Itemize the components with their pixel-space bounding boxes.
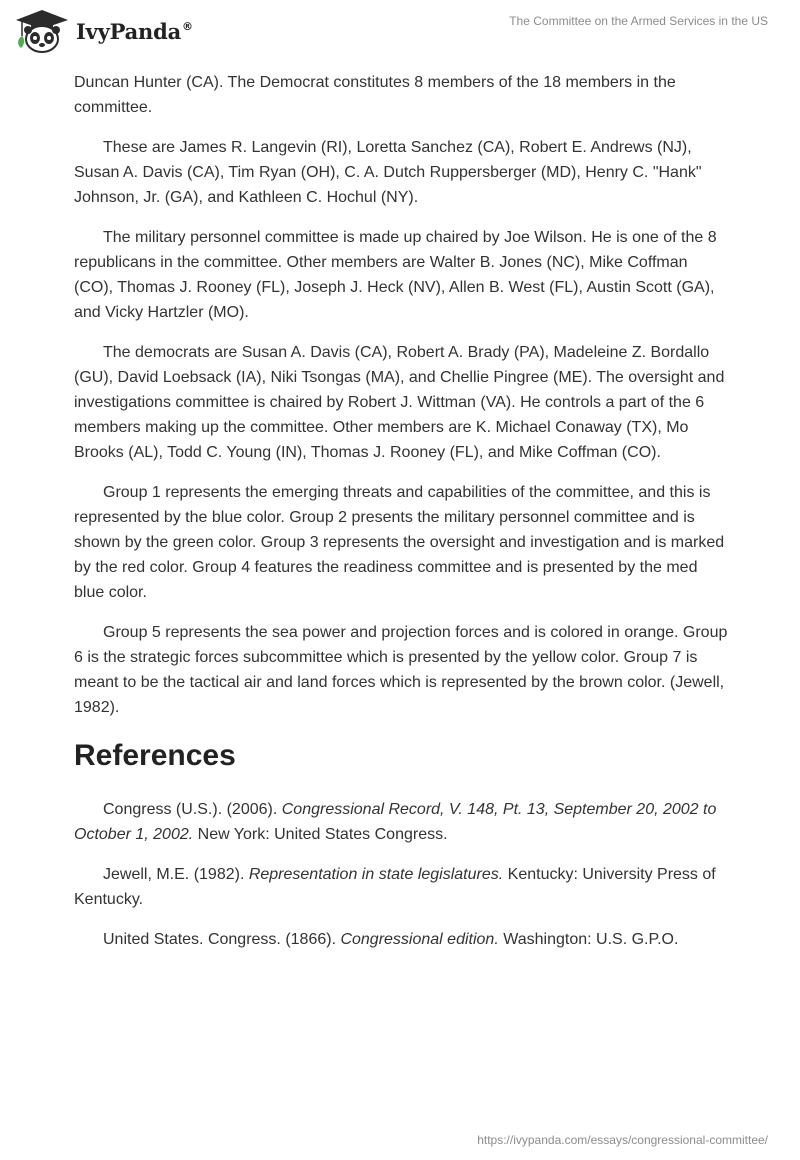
source-url-link[interactable]: https://ivypanda.com/essays/congressional-committee/: [477, 1133, 768, 1147]
ivypanda-logo[interactable]: [14, 8, 193, 54]
reference-entry: United States. Congress. (1866). Congressional edition. Washington: U.S. G.P.O.: [103, 931, 679, 948]
essay-body: [74, 70, 729, 967]
page-header: [0, 0, 800, 60]
reference-title: Congressional edition.: [340, 931, 499, 948]
paragraph: The democrats are Susan A. Davis (CA), Robert A. Brady (PA), Madeleine Z. Bordallo (GU), David Loebsack (IA), Niki Tsongas (MA), and Chellie Pingree (ME). The oversight and investigations committee is chaired by Robert J. Wittman (VA). He controls a part of the 6 members making up the committee. Other members are K. Michael Conaway (TX), Mo Brooks (AL), Todd C. Young (IN), Thomas J. Rooney (FL), and Mike Coffman (CO).: [74, 344, 725, 461]
reference-title: Representation in state legislatures.: [248, 866, 504, 883]
paragraph: These are James R. Langevin (RI), Loretta Sanchez (CA), Robert E. Andrews (NJ), Susan A. Davis (CA), Tim Ryan (OH), C. A. Dutch Ruppersberger (MD), Henry C. "Hank" Johnson, Jr. (GA), and Kathleen C. Hochul (NY).: [74, 139, 702, 206]
paragraph: Duncan Hunter (CA). The Democrat constitutes 8 members of the 18 members in the committee.: [74, 74, 676, 116]
reference-title: Congressional Record, V. 148, Pt. 13, September 20, 2002 to October 1, 2002.: [74, 801, 717, 843]
brand-name: IvyPanda®: [76, 18, 193, 44]
document-title: The Committee on the Armed Services in the US: [509, 14, 768, 28]
reference-entry: Congress (U.S.). (2006). Congressional Record, V. 148, Pt. 13, September 20, 2002 to October 1, 2002. New York: United States Congress.: [74, 801, 717, 843]
paragraph: Group 5 represents the sea power and projection forces and is colored in orange. Group 6 is the strategic forces subcommittee which is presented by the yellow color. Group 7 is meant to be the tactical air and land forces which is represented by the brown color. (Jewell, 1982).: [74, 624, 728, 716]
paragraph: Group 1 represents the emerging threats and capabilities of the committee, and this is represented by the blue color. Group 2 presents the military personnel committee and is shown by the green color. Group 3 represents the oversight and investigation and is marked by the red color. Group 4 features the readiness committee and is presented by the med blue color.: [74, 484, 725, 601]
panda-graduate-icon: [14, 8, 70, 54]
paragraph: The military personnel committee is made up chaired by Joe Wilson. He is one of the 8 republicans in the committee. Other members are Walter B. Jones (NC), Mike Coffman (CO), Thomas J. Rooney (FL), Joseph J. Heck (NV), Allen B. West (FL), Austin Scott (GA), and Vicky Hartzler (MO).: [74, 229, 717, 321]
reference-entry: Jewell, M.E. (1982). Representation in state legislatures. Kentucky: University Press of Kentucky.: [74, 866, 716, 908]
references-heading: References: [74, 739, 236, 772]
